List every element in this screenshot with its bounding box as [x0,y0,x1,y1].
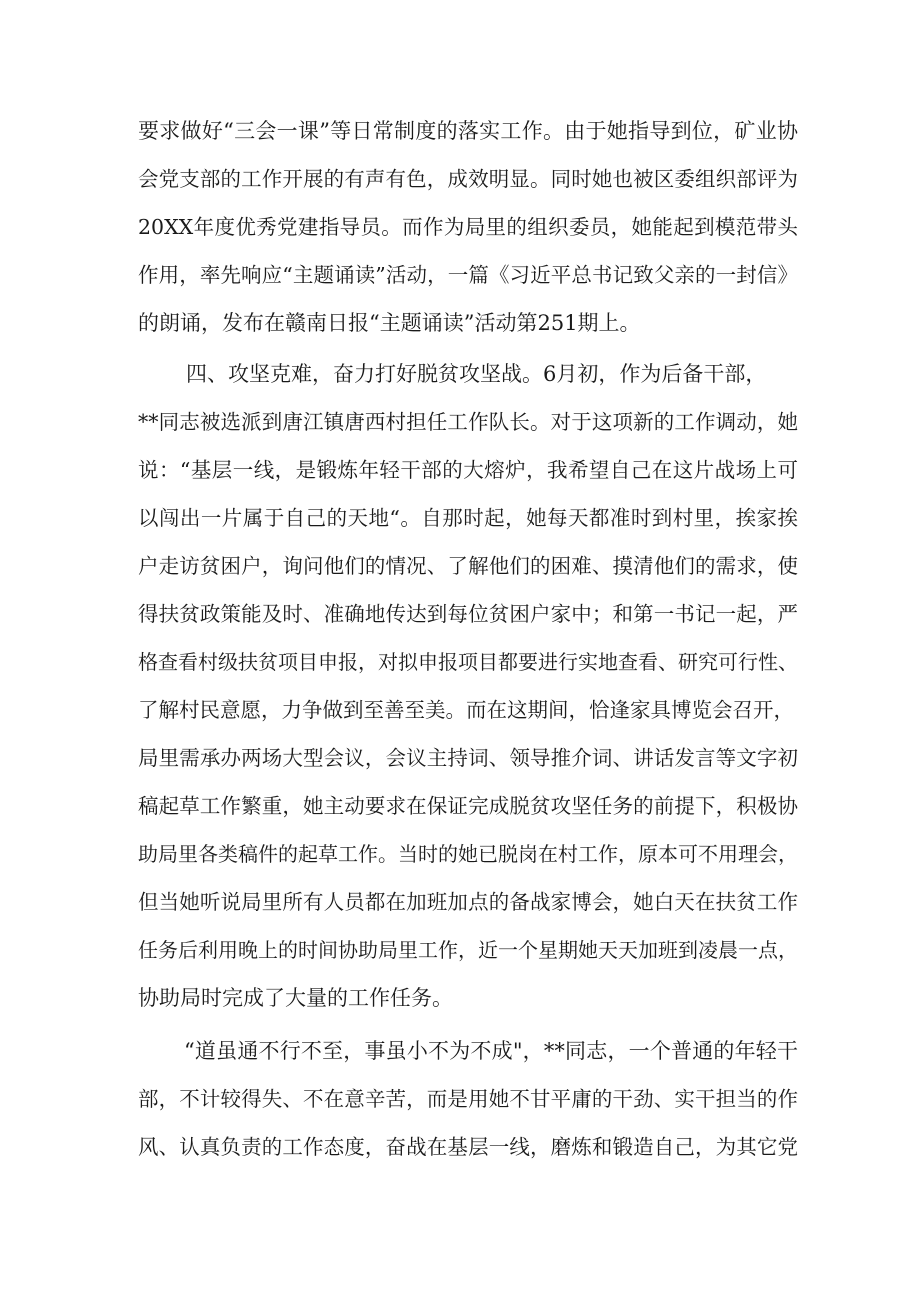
text-line: 稿起草工作繁重，她主动要求在保证完成脱贫攻坚任务的前提下，积极协 [138,794,798,818]
text-line: **同志被选派到唐江镇唐西村担任工作队长。对于这项新的工作调动，她 [138,410,798,434]
text-line: 任务后利用晚上的时间协助局里工作，近一个星期她天天加班到凌晨一点， [138,938,798,962]
text-line: 四、攻坚克难，奋力打好脱贫攻坚战。6月初，作为后备干部， [186,362,767,386]
text-line: 会党支部的工作开展的有声有色，成效明显。同时她也被区委组织部评为 [138,167,798,191]
text-line: 协助局时完成了大量的工作任务。 [138,986,453,1010]
text-line: 部，不计较得失、不在意辛苦，而是用她不甘平庸的干劲、实干担当的作 [138,1087,798,1111]
text-line: 得扶贫政策能及时、准确地传达到每位贫困户家中；和第一书记一起，严 [138,602,798,626]
text-line: 要求做好“三会一课”等日常制度的落实工作。由于她指导到位，矿业协 [138,119,798,143]
text-line: 户走访贫困户，询问他们的情况、了解他们的困难、摸清他们的需求，使 [138,554,798,578]
text-line: 局里需承办两场大型会议，会议主持词、领导推介词、讲话发言等文字初 [138,746,798,770]
text-line: “道虽通不行不至，事虽小不为不成"，**同志，一个普通的年轻干 [184,1039,798,1063]
text-line: 以闯出一片属于自己的天地“。自那时起，她每天都准时到村里，挨家挨 [138,506,798,530]
text-line: 助局里各类稿件的起草工作。当时的她已脱岗在村工作，原本可不用理会， [138,842,798,866]
text-line: 20XX年度优秀党建指导员。而作为局里的组织委员，她能起到模范带头 [138,215,798,239]
text-line: 格查看村级扶贫项目申报，对拟申报项目都要进行实地查看、研究可行性、 [138,650,798,674]
text-line: 但当她听说局里所有人员都在加班加点的备战家博会，她白天在扶贫工作 [138,890,798,914]
text-line: 说：“基层一线，是锻炼年轻干部的大熔炉，我希望自己在这片战场上可 [138,458,798,482]
text-line: 风、认真负责的工作态度，奋战在基层一线，磨炼和锻造自己，为其它党 [138,1135,798,1159]
text-line: 了解村民意愿，力争做到至善至美。而在这期间，恰逢家具博览会召开， [138,698,794,722]
text-line: 作用，率先响应“主题诵读”活动，一篇《习近平总书记致父亲的一封信》 [138,263,798,287]
text-line: 的朗诵，发布在赣南日报“主题诵读”活动第251期上。 [138,311,641,335]
